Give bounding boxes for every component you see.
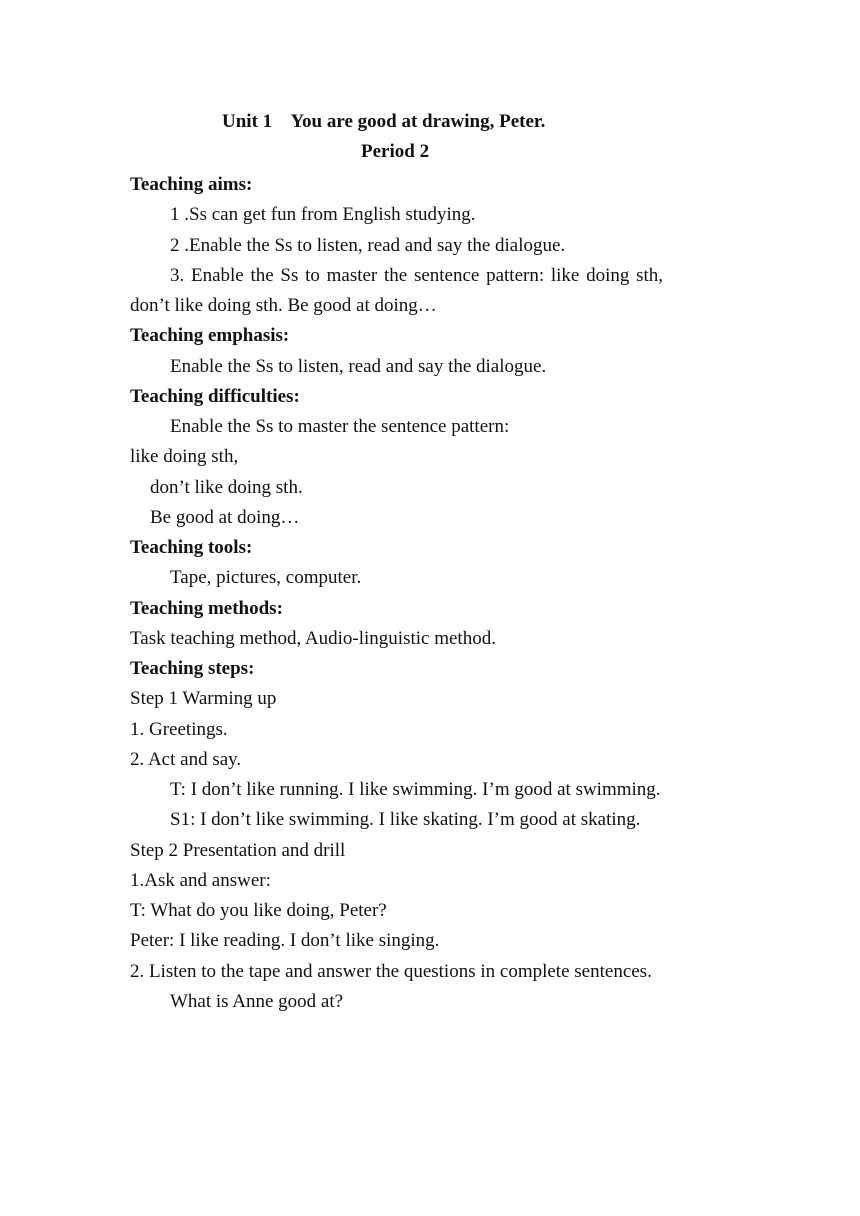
methods-text: Task teaching method, Audio-linguistic method.: [130, 627, 496, 649]
tools-text: Tape, pictures, computer.: [170, 567, 362, 589]
emphasis-text: Enable the Ss to listen, read and say the dialogue.: [170, 355, 547, 377]
aim-item-3: 3. Enable the Ss to master the sentence pattern: like doing sth, don’t like doing sth. Be good at doing…: [130, 264, 663, 316]
aims-heading: Teaching aims:: [130, 174, 253, 195]
tools-heading: Teaching tools:: [130, 537, 253, 558]
aim-item-2: 2 .Enable the Ss to listen, read and say the dialogue.: [170, 234, 566, 256]
difficulties-intro: Enable the Ss to master the sentence pattern:: [170, 416, 510, 437]
step2-teacher-question: T: What do you like doing, Peter?: [130, 900, 387, 921]
step1-title: Step 1 Warming up: [130, 688, 277, 710]
step2-question: What is Anne good at?: [170, 990, 344, 1012]
pattern-item-1: like doing sth,: [130, 446, 239, 468]
unit-title: Unit 1 You are good at drawing, Peter.: [222, 111, 546, 132]
step2-ask: 1.Ask and answer:: [130, 869, 271, 891]
methods-heading: Teaching methods:: [130, 597, 283, 619]
pattern-item-3: Be good at doing…: [150, 506, 300, 528]
step1-act: 2. Act and say.: [130, 748, 242, 770]
lesson-body: [130, 170, 663, 1017]
aim-item-1: 1 .Ss can get fun from English studying.: [170, 204, 476, 226]
step1-greetings: 1. Greetings.: [130, 718, 228, 740]
pattern-item-2: don’t like doing sth.: [150, 476, 303, 498]
step1-student-line: S1: I don’t like swimming. I like skating. I’m good at skating.: [170, 809, 641, 831]
step2-title: Step 2 Presentation and drill: [130, 839, 346, 861]
step1-teacher-line: T: I don’t like running. I like swimming. I’m good at swimming.: [170, 779, 661, 800]
step2-listen: 2. Listen to the tape and answer the questions in complete sentences.: [130, 960, 652, 982]
step2-peter-answer: Peter: I like reading. I don’t like singing.: [130, 930, 440, 952]
period-label: Period 2: [361, 141, 430, 162]
emphasis-heading: Teaching emphasis:: [130, 325, 290, 347]
difficulties-heading: Teaching difficulties:: [130, 385, 300, 407]
steps-heading: Teaching steps:: [130, 658, 255, 679]
